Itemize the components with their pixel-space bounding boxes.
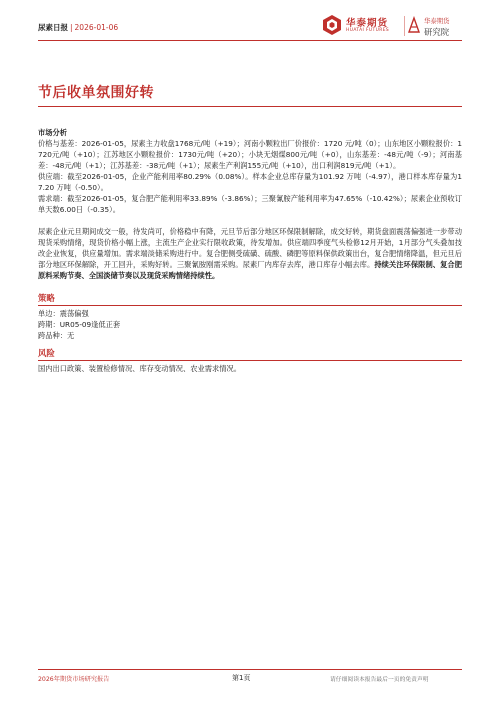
title-rule bbox=[38, 106, 462, 107]
huatai-logo-icon bbox=[322, 14, 342, 36]
price-basis-paragraph: 价格与基差：2026-01-05，尿素主力收盘1768元/吨（+19）；河南小颗粒出厂价报价：1720 元/吨（0）；山东地区小颗粒报价：1720元/吨（+10）；江苏地区小颗粒报价：1730元/吨（+20）；小块无烟煤800元/吨（+0），山东基差：-48元/吨（-9）；河南基差：-48元/吨（+1）；江苏基差：-38元/吨（+1）；尿素生产利润155元/吨（+10），出口利润819元/吨（+1）。 bbox=[38, 139, 462, 170]
report-type: 尿素日报 bbox=[38, 23, 68, 32]
spacer bbox=[38, 215, 462, 226]
strategy-unilateral: 单边：震荡偏强 bbox=[38, 309, 89, 318]
brand-divider bbox=[404, 16, 405, 36]
brand-name-en: HUATAI FUTURES bbox=[346, 28, 390, 33]
commentary-text: 尿素企业元旦期间成交一般，待发尚可，价格稳中有降，元旦节后部分地区环保限制解除，成交好转，期货盘面震荡偏强进一步带动现货采购情绪，现货价格小幅上涨，主流生产企业实行限收政策，待发增加。供应端四季度气头检修12月开始，1月部分气头叠加技改企业恢复，供应量增加。需求端淡储采购进行中。复合肥侧受硫磺、硫酸、磷肥等原料保供政策出台，复合肥情绪降温，但元旦后部分地区环保解除，开工回升，采购好转。三聚氰胺刚需采购。尿素厂内库存去库，港口库存小幅去库。 bbox=[38, 227, 462, 269]
spacer bbox=[38, 281, 462, 292]
strategy-calendar: 跨期：UR05-09逢低正套 bbox=[38, 320, 121, 329]
market-analysis-heading: 市场分析 bbox=[38, 128, 68, 137]
brand-logo bbox=[322, 14, 464, 38]
header-separator: | bbox=[70, 23, 73, 32]
page-number: 第1页 bbox=[232, 674, 251, 682]
institute-line1: 华泰期货 bbox=[424, 17, 450, 25]
header-rule bbox=[38, 40, 462, 41]
strategy-rule bbox=[38, 305, 462, 306]
strategy-heading: 策略 bbox=[38, 293, 55, 303]
supply-paragraph: 供应端：截至2026-01-05，企业产能利用率80.29%（0.08%）。样本企业总库存量为101.92 万吨（-4.97），港口样本库存量为17.20 万吨（-0.50）。 bbox=[38, 172, 462, 192]
risk-heading: 风险 bbox=[38, 348, 55, 358]
risk-text: 国内出口政策、装置检修情况、库存变动情况、农业需求情况。 bbox=[38, 364, 242, 373]
footer-disclaimer: 请仔细阅读本报告最后一页的免责声明 bbox=[330, 677, 429, 683]
page-header bbox=[0, 0, 500, 46]
report-title: 节后收单氛围好转 bbox=[38, 85, 154, 101]
report-type-date bbox=[38, 22, 118, 33]
brand-name-cn: 华泰期货 bbox=[346, 18, 389, 29]
footer-report-name: 2026年期货市场研究报告 bbox=[38, 676, 110, 683]
strategy-cross: 跨品种：无 bbox=[38, 331, 75, 340]
commentary-emphasis: 持续关注环保限制、复合肥原料采购节奏、全国淡储节奏以及现货采购情绪持续性。 bbox=[38, 260, 462, 280]
report-date: 2026-01-06 bbox=[74, 23, 119, 32]
footer-rule bbox=[38, 669, 462, 670]
institute-logo-icon bbox=[407, 16, 421, 34]
commentary-paragraph bbox=[38, 226, 462, 281]
risk-rule bbox=[38, 360, 462, 361]
report-body bbox=[38, 127, 462, 374]
demand-paragraph: 需求端：截至2026-01-05，复合肥产能利用率33.89%（-3.86%）；三聚氰胺产能利用率为47.65%（-10.42%）；尿素企业预收订单天数6.00日（-0.35）。 bbox=[38, 194, 462, 214]
page-footer bbox=[0, 667, 500, 707]
institute-line2: 研究院 bbox=[424, 27, 450, 37]
